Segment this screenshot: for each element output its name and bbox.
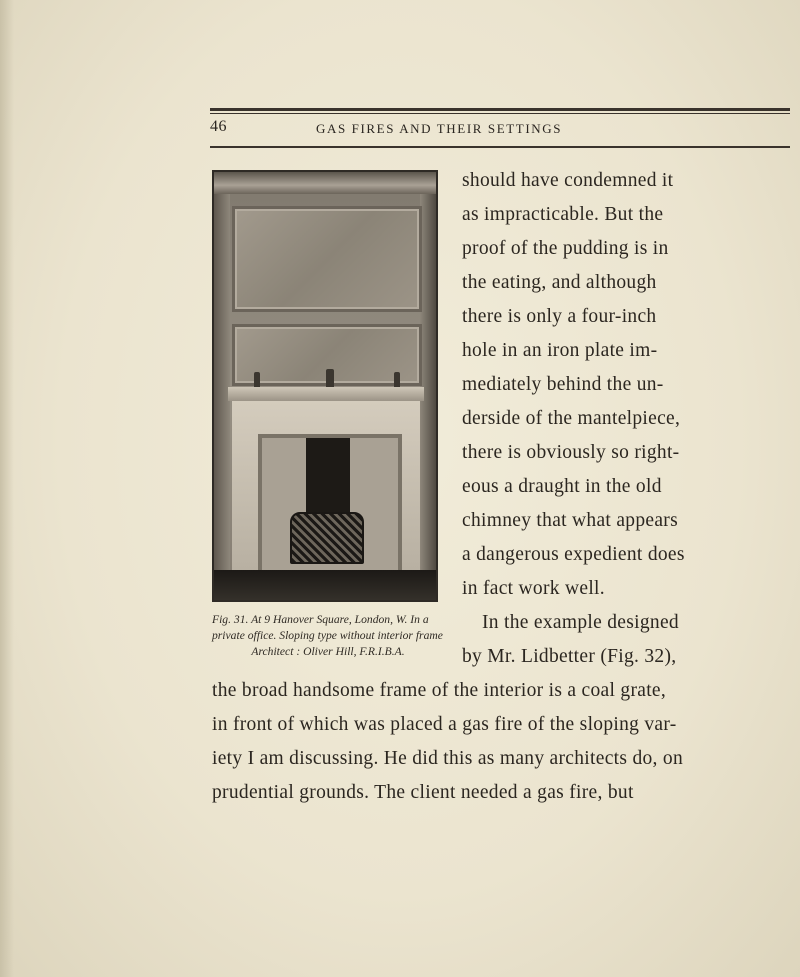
body-text-line: eous a draught in the old [462,476,662,497]
body-text-line: as impracticable. But the [462,204,664,225]
caption-line: private office. Sloping type without interior frame [212,629,443,642]
body-text-line: in fact work well. [462,578,605,599]
body-text-line: hole in an iron plate im- [462,340,658,361]
photo-pilaster-left [214,194,230,570]
page-number: 46 [210,118,227,135]
body-text-line: prudential grounds. The client needed a gas fire, but [212,782,634,803]
body-text-line: chimney that what appears [462,510,678,531]
body-text-line: there is only a four-inch [462,306,657,327]
photo-upper-panel [232,206,422,312]
photo-mantelpiece [228,387,424,401]
body-text-line: the eating, and although [462,272,657,293]
body-text-line: In the example designed [482,612,679,633]
caption-line: Fig. 31. At 9 Hanover Square, London, W. In a [212,613,429,626]
photo-ornament [394,372,400,387]
header-rule-top-thin [210,113,790,114]
photo-cornice [214,172,436,194]
body-text-line: in front of which was placed a gas fire of the sloping var- [212,714,677,735]
body-text-line: proof of the pudding is in [462,238,669,259]
photo-hearth [214,570,436,600]
photo-wall [214,172,436,570]
header-rule-top [210,108,790,111]
photo-gas-fire-grate [290,512,364,564]
photo-pilaster-right [420,194,436,570]
running-header [210,118,790,140]
body-text-line: by Mr. Lidbetter (Fig. 32), [462,646,677,667]
body-text-line: iety I am discussing. He did this as many architects do, on [212,748,683,769]
body-text-line: mediately behind the un- [462,374,664,395]
fireplace-photograph [212,170,438,602]
running-head-title: GAS FIRES AND THEIR SETTINGS [316,121,563,136]
photo-ornament [254,372,260,387]
body-text-line: should have condemned it [462,170,674,191]
caption-line: Architect : Oliver Hill, F.R.I.B.A. [251,645,405,658]
figure-caption [212,612,444,660]
page-edge-shadow [0,0,14,977]
body-text-line: derside of the mantelpiece, [462,408,681,429]
header-rule-bottom [210,146,790,148]
body-text-line: a dangerous expedient does [462,544,685,565]
body-text-line: there is obviously so right- [462,442,680,463]
photo-ornament [326,369,334,387]
body-text-line: the broad handsome frame of the interior is a coal grate, [212,680,667,701]
